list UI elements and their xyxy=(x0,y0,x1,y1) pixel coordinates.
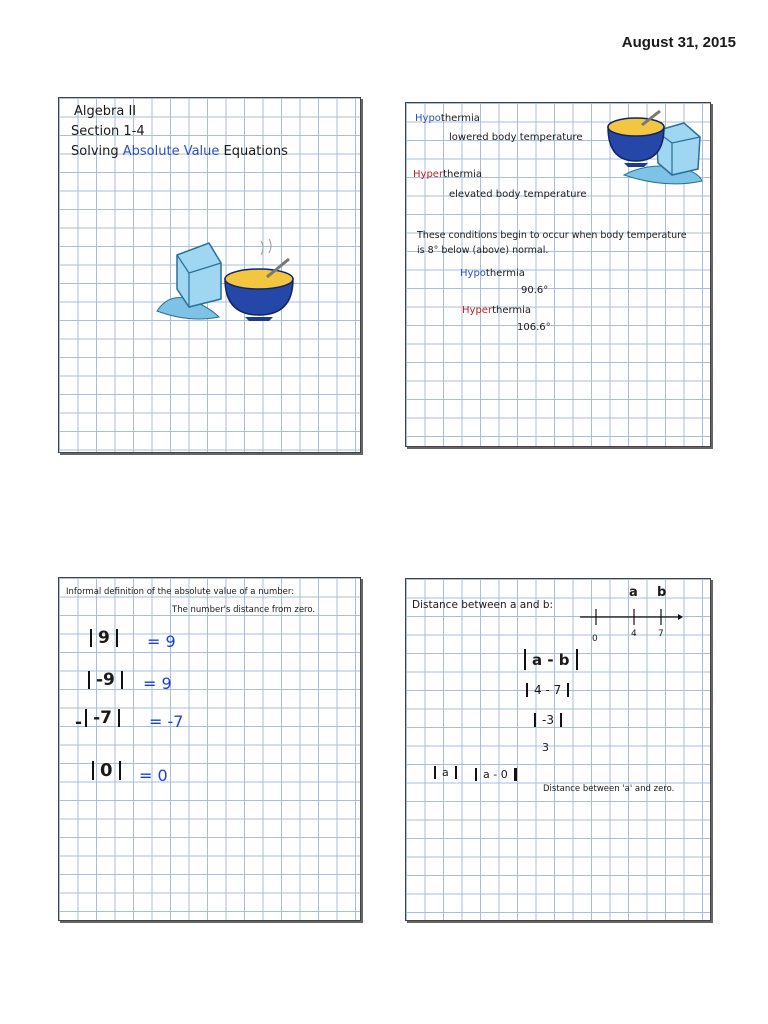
abs-a-minus-0 xyxy=(472,768,520,784)
distance-label: Distance between a and b: xyxy=(412,599,554,611)
course-title: Algebra II xyxy=(74,104,137,119)
abs-example-answer: = 0 xyxy=(139,766,168,785)
hypo-suffix: thermia xyxy=(440,113,480,124)
abs-inner: 0 xyxy=(100,760,113,781)
hypothermia-definition: lowered body temperature xyxy=(449,132,583,143)
abs-example-answer: = -7 xyxy=(149,712,184,731)
abs-expr-a-minus-b xyxy=(521,649,581,674)
abs-example-answer: = 9 xyxy=(143,674,172,693)
hypo-prefix: Hypo xyxy=(415,113,441,124)
point-b-label: b xyxy=(657,585,667,600)
soup-bowl-icon xyxy=(225,239,293,321)
hypo-label-suffix: thermia xyxy=(485,268,525,279)
section-title: Section 1-4 xyxy=(71,124,145,139)
hyper-label-suffix: thermia xyxy=(492,305,532,316)
distance-result: 3 xyxy=(542,741,549,754)
soup-bowl-icon xyxy=(608,111,664,167)
abs-expr-inner: 4 - 7 xyxy=(534,683,562,697)
abs-expr-inner: a xyxy=(442,766,449,779)
lesson-title-part2: Equations xyxy=(219,144,288,159)
ice-soup-illustration xyxy=(149,233,299,323)
page-date: August 31, 2015 xyxy=(621,34,736,51)
slide-thermia xyxy=(405,102,711,447)
slide-title xyxy=(58,97,361,453)
lesson-title xyxy=(71,142,288,162)
condition-note-line1: These conditions begin to occur when body temperature xyxy=(417,230,687,241)
tick-4-label: 4 xyxy=(631,629,637,639)
abs-example-row xyxy=(89,760,124,785)
hyper-prefix: Hyper xyxy=(413,169,444,180)
hypothermia-value: 90.6° xyxy=(521,285,549,296)
tick-0-label: 0 xyxy=(592,634,598,644)
abs-example-answer: = 9 xyxy=(147,632,176,651)
abs-inner: -7 xyxy=(93,708,112,728)
abs-example-row xyxy=(85,670,126,694)
abs-expr-neg3 xyxy=(531,713,565,730)
hyperthermia-value: 106.6° xyxy=(517,322,551,333)
condition-note-line2: is 8° below (above) normal. xyxy=(417,245,549,256)
abs-a xyxy=(431,766,460,782)
hyperthermia-term xyxy=(413,169,482,180)
abs-inner: -9 xyxy=(96,670,115,690)
ice-cube-icon xyxy=(157,243,221,319)
soup-ice-illustration xyxy=(606,109,706,187)
abs-example-row xyxy=(87,628,121,652)
abs-expr-inner: a - 0 xyxy=(483,768,508,781)
abs-prefix: - xyxy=(75,712,83,733)
tick-7-label: 7 xyxy=(658,629,664,639)
abs-expr-inner: -3 xyxy=(542,713,554,727)
lesson-title-part1: Solving xyxy=(71,144,123,159)
definition-heading: Informal definition of the absolute value of a number: xyxy=(66,587,295,597)
abs-expr-inner: a - b xyxy=(532,650,570,669)
number-line xyxy=(578,605,684,629)
hypo-label-prefix: Hypo xyxy=(460,268,486,279)
abs-expr-4-minus-7 xyxy=(523,683,572,700)
hyperthermia-label xyxy=(462,305,531,316)
hyper-suffix: thermia xyxy=(443,169,483,180)
slide-distance xyxy=(405,578,711,921)
abs-example-row xyxy=(75,708,123,732)
definition-subheading: The number's distance from zero. xyxy=(172,605,316,615)
hyperthermia-definition: elevated body temperature xyxy=(449,189,587,200)
hypothermia-term xyxy=(415,113,480,124)
distance-note: Distance between 'a' and zero. xyxy=(543,784,675,794)
condition-note xyxy=(417,228,687,258)
hypothermia-label xyxy=(460,268,525,279)
point-a-label: a xyxy=(629,585,638,600)
title-block xyxy=(71,102,288,162)
lesson-title-highlight: Absolute Value xyxy=(122,144,220,159)
hyper-label-prefix: Hyper xyxy=(462,305,493,316)
abs-inner: 9 xyxy=(98,628,110,648)
slide-definition xyxy=(58,577,361,921)
